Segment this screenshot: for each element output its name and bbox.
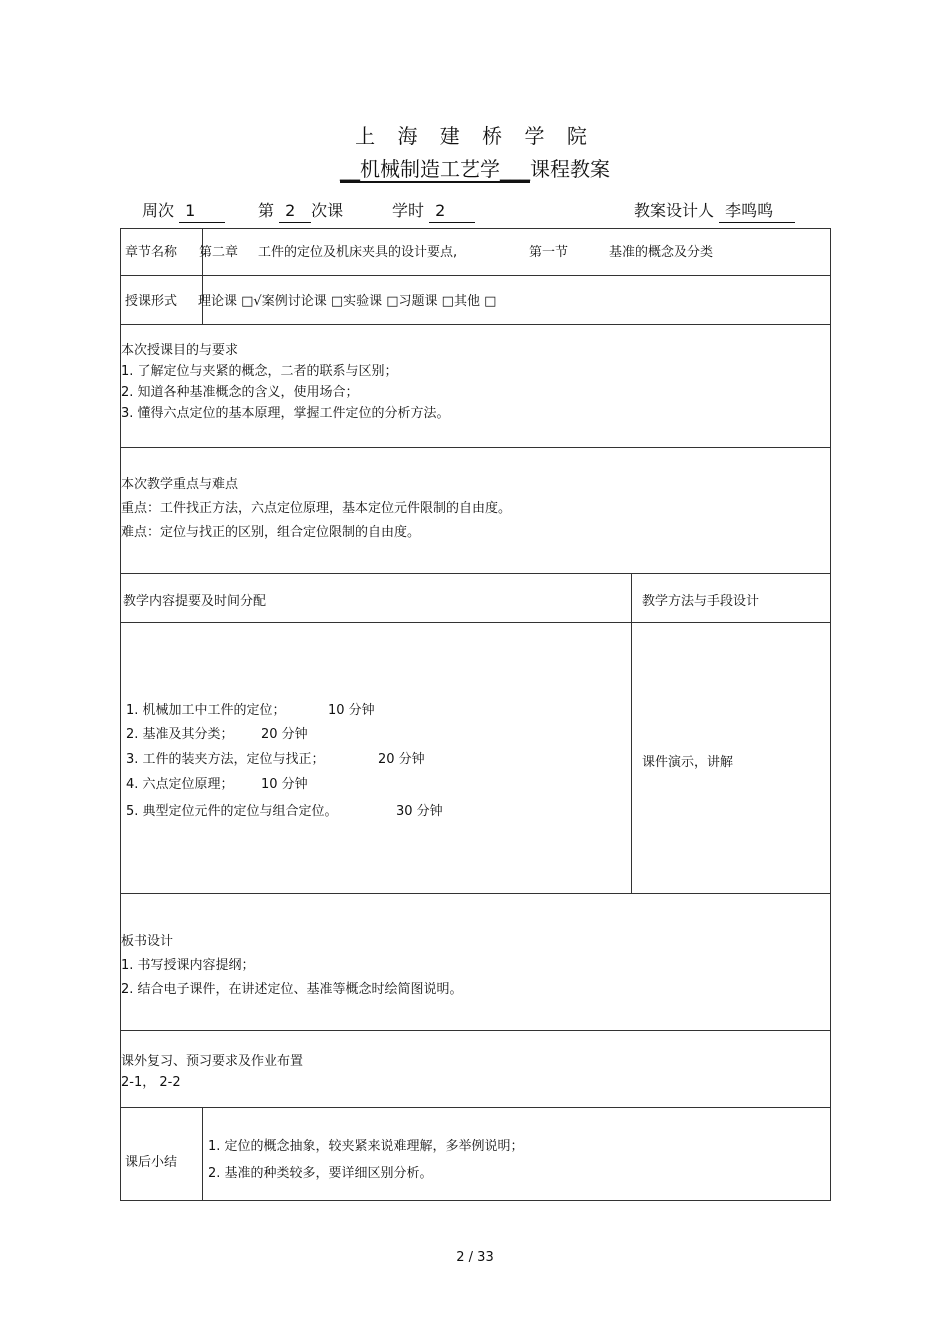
objective-item: 2. 知道各种基准概念的含义，使用场合； [121,385,359,400]
objective-item: 1. 了解定位与夹紧的概念，二者的联系与区别； [121,364,398,379]
column-divider [631,573,632,893]
section-title: 基准的概念及分类 [609,245,714,260]
homework-title: 课外复习、预习要求及作业布置 [121,1054,304,1069]
keypoint-item: 难点：定位与找正的区别，组合定位限制的自由度。 [121,525,421,540]
divider [120,893,831,894]
board-item: 1. 书写授课内容提纲； [121,958,255,973]
keypoints-title: 本次教学重点与难点 [121,477,239,492]
designer-field [634,198,795,223]
section-number: 第一节 [529,245,569,260]
school-name: 上 海 建 桥 学 院 [355,124,595,148]
content-item-time: 10 分钟 [328,703,375,718]
week-field [142,198,225,223]
homework-section [121,1051,303,1093]
hours-field [392,198,475,223]
page-number: 2 / 33 [456,1250,494,1265]
format-label: 授课形式 [125,294,178,309]
keypoints-section [121,473,511,545]
content-item-text: 5. 典型定位元件的定位与组合定位。 [126,804,338,819]
divider [120,275,831,276]
course-prefix: __ [340,157,360,181]
objectives-section [121,340,450,424]
content-item-text: 2. 基准及其分类； [126,727,234,742]
summary-item: 1. 定位的概念抽象，较夹紧来说难理解，多举例说明； [208,1139,524,1154]
week-label: 周次 [142,201,175,220]
content-item-time: 10 分钟 [261,777,308,792]
method-header: 教学方法与手段设计 [642,594,760,609]
column-divider [202,1107,203,1201]
summary-item: 2. 基准的种类较多，要详细区别分析。 [208,1166,433,1181]
objectives-title: 本次授课目的与要求 [121,343,239,358]
content-item-time: 20 分钟 [378,752,425,767]
designer-value: 李鸣鸣 [719,200,795,223]
chapter-title: 工件的定位及机床夹具的设计要点, [258,245,458,260]
summary-label: 课后小结 [125,1155,178,1170]
board-title: 板书设计 [121,934,174,949]
week-value: 1 [179,200,225,223]
content-header: 教学内容提要及时间分配 [123,594,267,609]
designer-label: 教案设计人 [634,201,715,220]
divider [120,324,831,325]
summary-section [208,1133,524,1187]
objective-item: 3. 懂得六点定位的基本原理，掌握工件定位的分析方法。 [121,406,450,421]
divider [120,622,831,623]
teaching-method: 课件演示，讲解 [642,755,734,770]
content-item-text: 3. 工件的装夹方法，定位与找正； [126,752,325,767]
course-name: 机械制造工艺学 [360,157,500,181]
board-item: 2. 结合电子课件，在讲述定位、基准等概念时绘简图说明。 [121,982,463,997]
hours-value: 2 [429,200,475,223]
content-item-text: 1. 机械加工中工件的定位； [126,703,286,718]
chapter-number: 第二章 [199,245,239,260]
session-value: 2 [279,200,311,223]
format-options: 理论课 □√案例讨论课 □实验课 □习题课 □其他 □ [198,294,497,309]
course-title [0,153,950,182]
board-section [121,930,463,1002]
course-mid: ___ [500,157,530,181]
session-field [258,198,343,223]
homework-value: 2-1， 2-2 [121,1075,181,1090]
content-item-text: 4. 六点定位原理； [126,777,234,792]
hours-label: 学时 [392,201,425,220]
doc-type: 课程教案 [530,157,610,181]
divider [120,1107,831,1108]
divider [120,573,831,574]
content-item-time: 30 分钟 [396,804,443,819]
content-item-time: 20 分钟 [261,727,308,742]
session-prefix: 第 [258,201,275,220]
divider [120,1030,831,1031]
divider [120,447,831,448]
chapter-label: 章节名称 [125,245,178,260]
session-suffix: 次课 [311,201,344,220]
keypoint-item: 重点：工件找正方法，六点定位原理，基本定位元件限制的自由度。 [121,501,512,516]
